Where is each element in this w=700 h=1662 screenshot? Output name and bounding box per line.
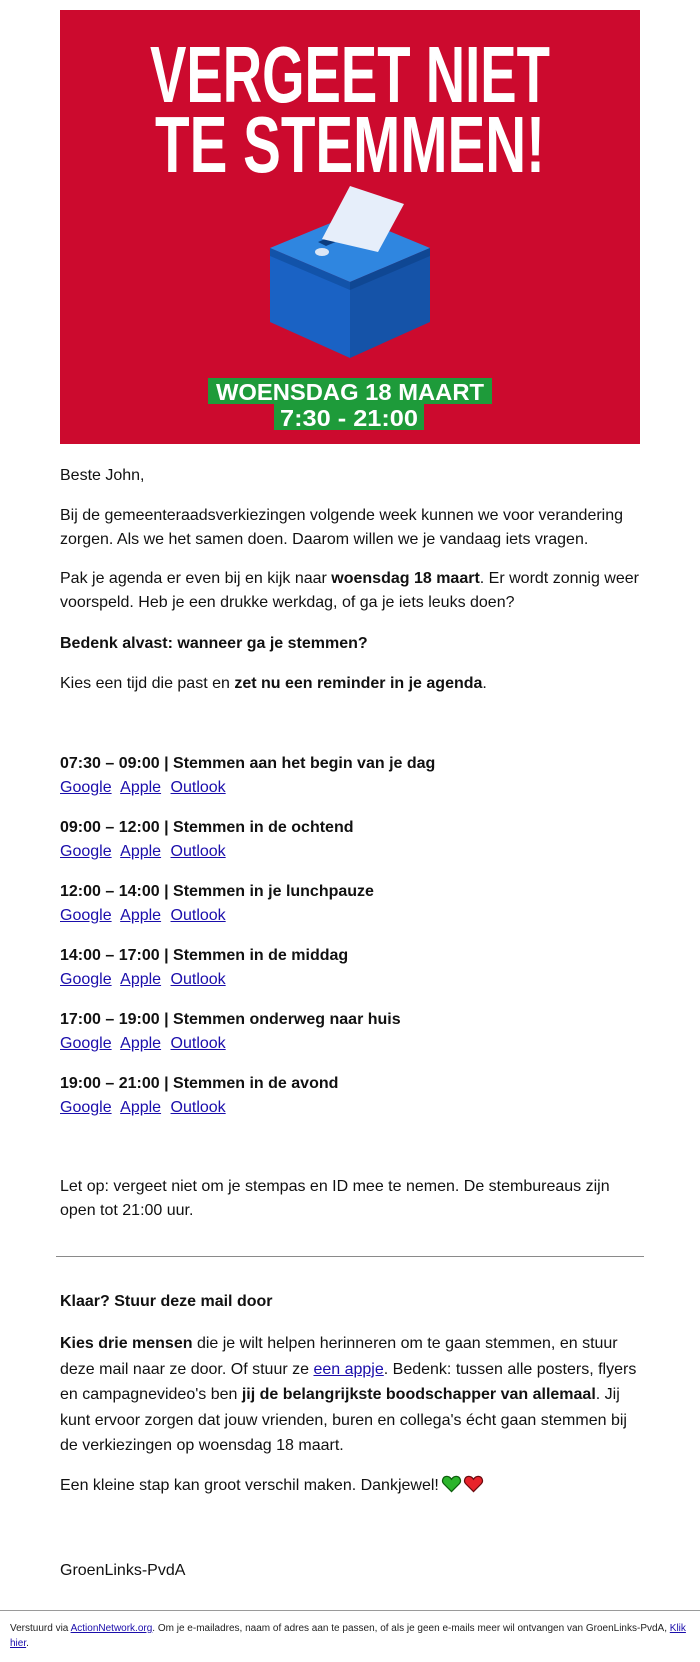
hero-time: 7:30 - 21:00	[280, 405, 418, 431]
calendar-links	[60, 1032, 640, 1056]
slot-time: 19:00 – 21:00	[60, 1075, 160, 1092]
time-slot-title	[60, 1008, 640, 1032]
apple-calendar-link[interactable]: Apple	[120, 779, 162, 796]
calendar-links	[60, 1096, 640, 1120]
time-slot	[60, 1008, 640, 1056]
time-slot	[60, 752, 640, 800]
slot-separator: |	[159, 1075, 174, 1092]
time-slot	[60, 1072, 640, 1120]
reminder-paragraph	[60, 672, 640, 696]
red-heart-icon	[464, 1475, 483, 1493]
forward-text-2: . Bedenk: tussen alle posters, flyers en campagnevideo's ben	[60, 1360, 637, 1403]
greeting: Beste John,	[60, 467, 145, 484]
hero-banner-image	[60, 10, 640, 444]
green-heart-icon	[442, 1475, 461, 1493]
outlook-calendar-link[interactable]: Outlook	[170, 907, 226, 924]
hero-headline-line2: TE STEMMEN!	[155, 100, 545, 189]
slot-separator: |	[159, 883, 174, 900]
agenda-text-end: . Er wordt zonnig weer voorspeld. Heb je een drukke werkdag, of ga je iets leuks doen?	[60, 570, 639, 611]
forward-text-3: . Jij kunt ervoor zorgen dat jouw vrienden, buren en collega's écht gaan stemmen bij de verkiezingen op woensdag 18 maart.	[60, 1386, 627, 1454]
slot-label: Stemmen onderweg naar huis	[173, 1011, 401, 1028]
outlook-calendar-link[interactable]: Outlook	[170, 1035, 226, 1052]
agenda-date-bold: woensdag 18 maart	[331, 570, 480, 587]
forward-paragraph	[60, 1331, 640, 1459]
google-calendar-link[interactable]: Google	[60, 971, 112, 988]
time-slot-title	[60, 880, 640, 904]
forward-bold-2: jij de belangrijkste boodschapper van allemaal	[241, 1386, 596, 1403]
email-footer	[0, 1610, 700, 1662]
time-slot-title	[60, 816, 640, 840]
agenda-paragraph	[60, 567, 640, 615]
reminder-bold: zet nu een reminder in je agenda	[234, 675, 483, 692]
hero-headline-line1: VERGEET NIET	[150, 30, 551, 119]
slot-time: 09:00 – 12:00	[60, 819, 160, 836]
outlook-calendar-link[interactable]: Outlook	[170, 843, 226, 860]
slot-label: Stemmen in de middag	[173, 947, 349, 964]
slot-time: 07:30 – 09:00	[60, 755, 160, 772]
slot-label: Stemmen in de ochtend	[173, 819, 354, 836]
slot-label: Stemmen in de avond	[173, 1075, 339, 1092]
apple-calendar-link[interactable]: Apple	[120, 1035, 162, 1052]
google-calendar-link[interactable]: Google	[60, 1099, 112, 1116]
slot-separator: |	[159, 819, 174, 836]
forward-bold-1: Kies drie mensen	[60, 1335, 193, 1352]
time-slot-title	[60, 1072, 640, 1096]
closing-text: Een kleine stap kan groot verschil maken. Dankjewel!	[60, 1477, 439, 1494]
time-slot	[60, 880, 640, 928]
reminder-text-end: .	[482, 675, 487, 692]
slot-time: 14:00 – 17:00	[60, 947, 160, 964]
signature: GroenLinks-PvdA	[60, 1562, 186, 1579]
slot-time: 17:00 – 19:00	[60, 1011, 160, 1028]
apple-calendar-link[interactable]: Apple	[120, 907, 162, 924]
time-slot-title	[60, 944, 640, 968]
forward-heading: Klaar? Stuur deze mail door	[60, 1293, 273, 1310]
slot-separator: |	[159, 947, 174, 964]
calendar-links	[60, 968, 640, 992]
google-calendar-link[interactable]: Google	[60, 907, 112, 924]
hero-graphic	[60, 10, 640, 444]
footer-text-start: Verstuurd via	[10, 1623, 71, 1634]
reminder-text: Kies een tijd die past en	[60, 675, 235, 692]
whatsapp-share-link[interactable]: een appje	[313, 1360, 384, 1378]
calendar-links	[60, 840, 640, 864]
note-paragraph: Let op: vergeet niet om je stempas en ID mee te nemen. De stembureaus zijn open tot 21:00 uur.	[60, 1178, 610, 1219]
unsubscribe-link[interactable]: Klik hier	[10, 1623, 686, 1649]
footer-text-end: .	[26, 1638, 29, 1649]
forward-text-1: die je wilt helpen herinneren om te gaan stemmen, en stuur deze mail naar ze door. Of stuur ze	[60, 1335, 618, 1378]
calendar-links	[60, 776, 640, 800]
google-calendar-link[interactable]: Google	[60, 843, 112, 860]
slot-separator: |	[159, 755, 174, 772]
footer-text	[10, 1621, 690, 1651]
time-slot	[60, 816, 640, 864]
time-slot	[60, 944, 640, 992]
question-heading: Bedenk alvast: wanneer ga je stemmen?	[60, 635, 368, 652]
slot-label: Stemmen aan het begin van je dag	[173, 755, 436, 772]
section-divider	[56, 1256, 644, 1257]
time-slot-title	[60, 752, 640, 776]
closing-line	[60, 1474, 640, 1498]
footer-text-middle: . Om je e-mailadres, naam of adres aan te passen, of als je geen e-mails meer wil ontvangen van GroenLinks-PvdA,	[152, 1623, 670, 1634]
apple-calendar-link[interactable]: Apple	[120, 1099, 162, 1116]
google-calendar-link[interactable]: Google	[60, 779, 112, 796]
apple-calendar-link[interactable]: Apple	[120, 971, 162, 988]
apple-calendar-link[interactable]: Apple	[120, 843, 162, 860]
calendar-links	[60, 904, 640, 928]
agenda-text: Pak je agenda er even bij en kijk naar	[60, 570, 332, 587]
outlook-calendar-link[interactable]: Outlook	[170, 1099, 226, 1116]
slot-label: Stemmen in je lunchpauze	[173, 883, 374, 900]
hero-date: WOENSDAG 18 MAART	[216, 379, 484, 405]
slot-time: 12:00 – 14:00	[60, 883, 160, 900]
google-calendar-link[interactable]: Google	[60, 1035, 112, 1052]
intro-paragraph: Bij de gemeenteraadsverkiezingen volgende week kunnen we voor verandering zorgen. Als we het samen doen. Daarom willen we je vandaag iets vragen.	[60, 507, 624, 548]
slot-separator: |	[159, 1011, 174, 1028]
outlook-calendar-link[interactable]: Outlook	[170, 779, 226, 796]
actionnetwork-link[interactable]: ActionNetwork.org	[70, 1623, 153, 1634]
outlook-calendar-link[interactable]: Outlook	[170, 971, 226, 988]
